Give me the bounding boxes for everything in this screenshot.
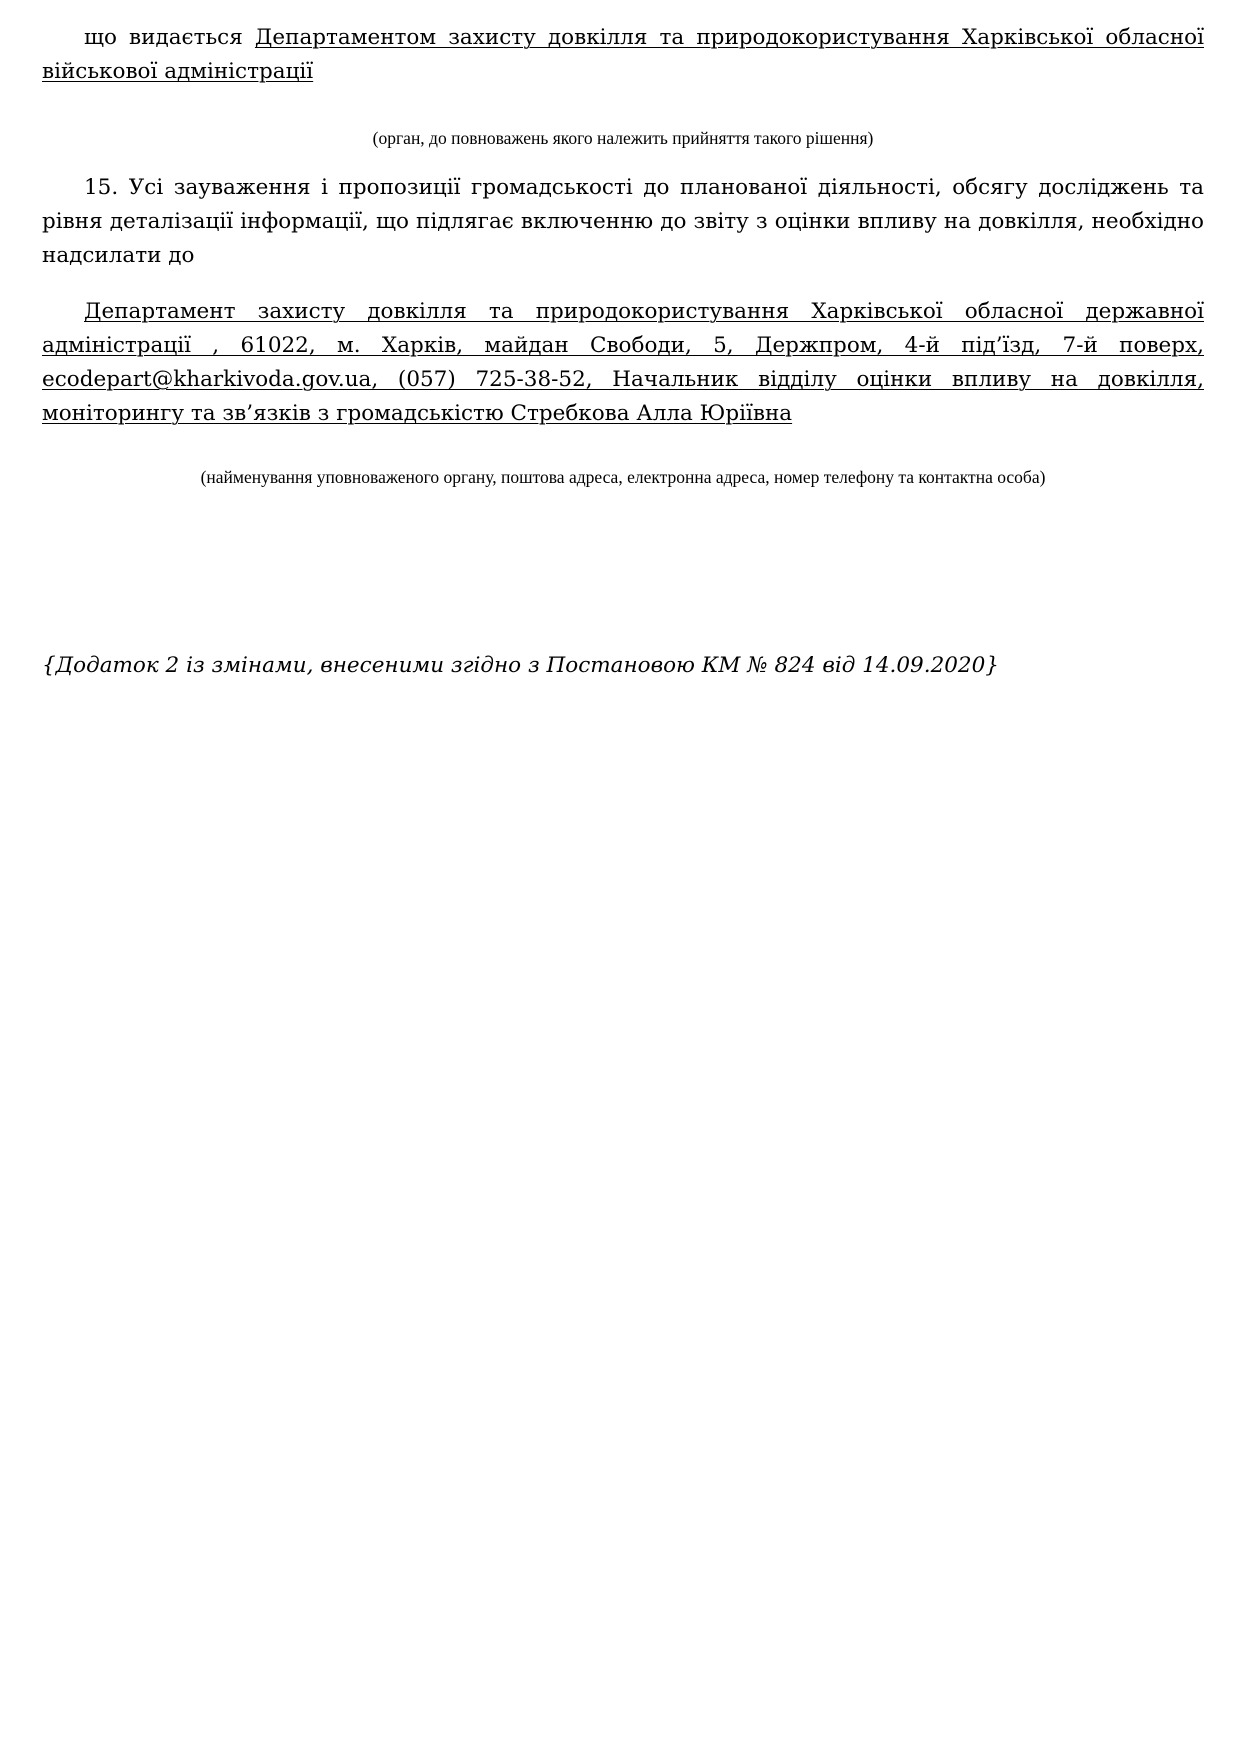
public-comments-paragraph: 15. Усі зауваження і пропозиції громадськості до планованої діяльності, обсягу досліджень та рівня деталізації інформації, що підлягає включенню до звіту з оцінки впливу на довкілля, необхідно надсилати до [42, 175, 1204, 268]
issuing-authority-lead: що видається [84, 25, 255, 50]
authorized-body-caption: (найменування уповноваженого органу, поштова адреса, електронна адреса, номер телефону та контактна особа) [200, 467, 1046, 487]
authorized-body-contacts: Департамент захисту довкілля та природокористування Харківської обласної державної адміністрації , 61022, м. Харків, майдан Свободи, 5, Держпром, 4-й під’їзд, 7-й поверх, ecodepart@kharkivoda.gov.ua, (057) 725-38-52, Начальник відділу оцінки впливу на довкілля, моніторингу та зв’язків з громадськістю Стребкова Алла Юріївна [42, 299, 1204, 426]
amendment-note: {Додаток 2 із змінами, внесеними згідно з Постановою КМ № 824 від 14.09.2020} [42, 653, 999, 678]
issuing-authority-paragraph [42, 21, 1204, 89]
issuing-authority-caption: (орган, до повноважень якого належить прийняття такого рішення) [372, 128, 874, 148]
issuing-authority-name: Департаментом захисту довкілля та природокористування Харківської обласної військової адміністрації [42, 25, 1204, 84]
